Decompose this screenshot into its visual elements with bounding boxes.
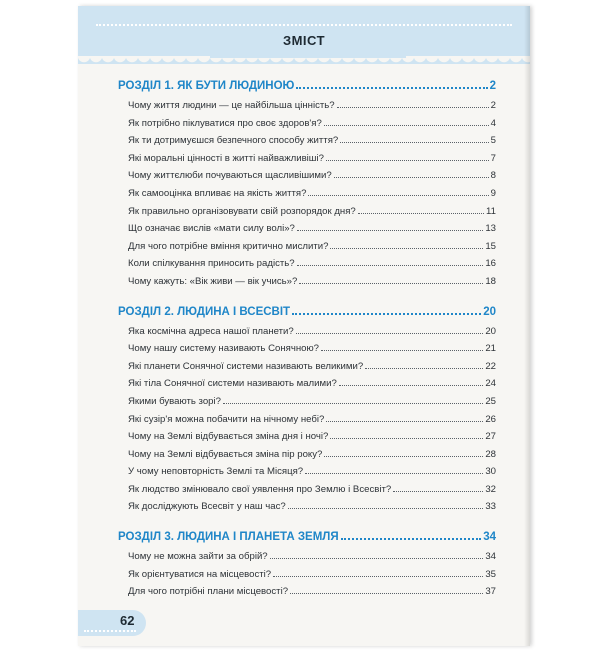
entry-page: 18 <box>485 275 496 287</box>
toc-entry[interactable] <box>118 326 496 344</box>
toc-entry[interactable] <box>118 343 496 361</box>
entry-page: 22 <box>485 360 496 372</box>
toc-entry[interactable] <box>118 241 496 259</box>
dot-leader <box>297 230 483 231</box>
entry-page: 34 <box>485 551 496 563</box>
entry-page: 7 <box>490 152 496 164</box>
entry-page: 8 <box>490 170 496 182</box>
dot-leader <box>324 125 489 126</box>
entry-title: Як правильно організовувати свій розпорядок дня? <box>128 205 356 217</box>
entry-page: 24 <box>485 378 496 390</box>
entry-title: Як досліджують Всесвіт у наш час? <box>128 501 286 513</box>
entry-page: 33 <box>485 501 496 513</box>
toc-entry[interactable] <box>118 170 496 188</box>
section-page: 34 <box>483 531 496 544</box>
entry-title: Чому на Землі відбувається зміна дня і ночі? <box>128 431 329 443</box>
toc-entry[interactable] <box>118 100 496 118</box>
toc-entry[interactable] <box>118 276 496 294</box>
dot-leader <box>340 142 488 143</box>
entry-page: 37 <box>485 586 496 598</box>
entry-page: 5 <box>490 135 496 147</box>
entry-page: 32 <box>485 483 496 495</box>
dot-leader <box>324 456 483 457</box>
entry-title: Для чого потрібне вміння критично мислити? <box>128 240 329 252</box>
page-number: 62 <box>120 613 135 628</box>
entry-title: Як самооцінка впливає на якість життя? <box>128 187 307 199</box>
entry-title: Чому не можна зайти за обрій? <box>128 551 268 563</box>
section-heading[interactable] <box>118 80 496 100</box>
entry-page: 13 <box>485 223 496 235</box>
section-title: РОЗДІЛ 2. ЛЮДИНА І ВСЕСВІТ <box>118 305 291 318</box>
book-page <box>78 6 530 646</box>
section-heading[interactable] <box>118 531 496 551</box>
entry-title: Чому на Землі відбувається зміна пір року? <box>128 448 323 460</box>
dot-leader <box>273 576 483 577</box>
entry-title: Як людство змінювало свої уявлення про Землю і Всесвіт? <box>128 483 392 495</box>
dot-leader <box>296 87 487 89</box>
toc-entry[interactable] <box>118 501 496 519</box>
dot-leader <box>223 403 483 404</box>
section-page: 20 <box>483 305 496 318</box>
entry-title: Як ти дотримуєшся безпечного способу життя? <box>128 135 339 147</box>
toc-entry[interactable] <box>118 206 496 224</box>
dot-leader <box>330 438 483 439</box>
entry-page: 28 <box>485 448 496 460</box>
toc-entry[interactable] <box>118 188 496 206</box>
entry-page: 11 <box>486 205 496 217</box>
entry-title: Для чого потрібні плани місцевості? <box>128 586 289 598</box>
entry-title: У чому неповторність Землі та Місяця? <box>128 466 304 478</box>
toc-entry[interactable] <box>118 414 496 432</box>
dot-leader <box>292 313 481 315</box>
entry-page: 27 <box>485 431 496 443</box>
dot-leader <box>305 473 483 474</box>
toc-entry[interactable] <box>118 258 496 276</box>
toc-entry[interactable] <box>118 449 496 467</box>
entry-page: 4 <box>490 117 496 129</box>
toc-entry[interactable] <box>118 551 496 569</box>
section-gap <box>118 294 496 302</box>
dot-leader <box>337 107 489 108</box>
toc-entry[interactable] <box>118 118 496 136</box>
entry-title: Чому нашу систему називають Сонячною? <box>128 343 319 355</box>
toc-entry[interactable] <box>118 153 496 171</box>
dot-leader <box>339 385 484 386</box>
table-of-contents <box>118 76 496 604</box>
entry-page: 30 <box>485 466 496 478</box>
page-edge-shadow <box>524 6 530 646</box>
dot-leader <box>330 248 483 249</box>
toc-entry[interactable] <box>118 484 496 502</box>
dot-leader <box>393 491 483 492</box>
page-title: ЗМІСТ <box>282 33 326 48</box>
entry-title: Чому життя людини — це найбільша цінність? <box>128 100 335 111</box>
dot-leader <box>308 195 488 196</box>
dot-leader <box>296 333 484 334</box>
entry-title: Якими бувають зорі? <box>128 395 221 407</box>
toc-entry[interactable] <box>118 569 496 587</box>
dot-leader <box>326 160 489 161</box>
entry-title: Які планети Сонячної системи називають великими? <box>128 360 364 372</box>
toc-entry[interactable] <box>118 466 496 484</box>
dot-leader <box>321 350 483 351</box>
entry-title: Як орієнтуватися на місцевості? <box>128 568 272 580</box>
footer-band <box>78 610 146 636</box>
section-title: РОЗДІЛ 1. ЯК БУТИ ЛЮДИНОЮ <box>118 80 295 92</box>
entry-page: 16 <box>485 258 496 270</box>
entry-title: Яка космічна адреса нашої планети? <box>128 325 294 337</box>
entry-title: Що означає вислів «мати силу волі»? <box>128 223 295 235</box>
entry-title: Коли спілкування приносить радість? <box>128 258 295 270</box>
footer-dotted-line <box>84 630 136 632</box>
entry-page: 35 <box>485 568 496 580</box>
section-gap <box>118 519 496 527</box>
section-heading[interactable] <box>118 306 496 326</box>
toc-entry[interactable] <box>118 396 496 414</box>
entry-page: 20 <box>485 325 496 337</box>
dot-leader <box>326 421 483 422</box>
dot-leader <box>341 538 482 540</box>
entry-title: Як потрібно піклуватися про своє здоров'я? <box>128 117 322 129</box>
entry-title: Які тіла Сонячної системи називають малими? <box>128 378 337 390</box>
section-title: РОЗДІЛ 3. ЛЮДИНА І ПЛАНЕТА ЗЕМЛЯ <box>118 531 339 544</box>
dot-leader <box>288 508 484 509</box>
dot-leader <box>358 213 484 214</box>
entry-title: Чому кажуть: «Вік живи — вік учись»? <box>128 275 298 287</box>
dot-leader <box>365 368 483 369</box>
toc-entry[interactable] <box>118 361 496 379</box>
entry-page: 15 <box>485 240 496 252</box>
toc-entry[interactable] <box>118 431 496 449</box>
section-page: 2 <box>489 80 496 92</box>
dot-leader <box>290 593 483 594</box>
toc-entry[interactable] <box>118 586 496 604</box>
entry-page: 9 <box>490 187 496 199</box>
entry-title: Чому життєлюби почуваються щасливішими? <box>128 170 332 182</box>
dot-leader <box>299 283 483 284</box>
entry-page: 21 <box>485 343 496 355</box>
toc-entry[interactable] <box>118 135 496 153</box>
entry-title: Які сузір'я можна побачити на нічному небі? <box>128 413 325 425</box>
toc-entry[interactable] <box>118 378 496 396</box>
dot-leader <box>270 558 484 559</box>
toc-entry[interactable] <box>118 223 496 241</box>
entry-page: 25 <box>485 395 496 407</box>
dot-leader <box>334 177 489 178</box>
entry-title: Які моральні цінності в житті найважливіші? <box>128 152 324 164</box>
entry-page: 26 <box>485 413 496 425</box>
entry-page: 2 <box>490 100 496 111</box>
dot-leader <box>297 265 484 266</box>
